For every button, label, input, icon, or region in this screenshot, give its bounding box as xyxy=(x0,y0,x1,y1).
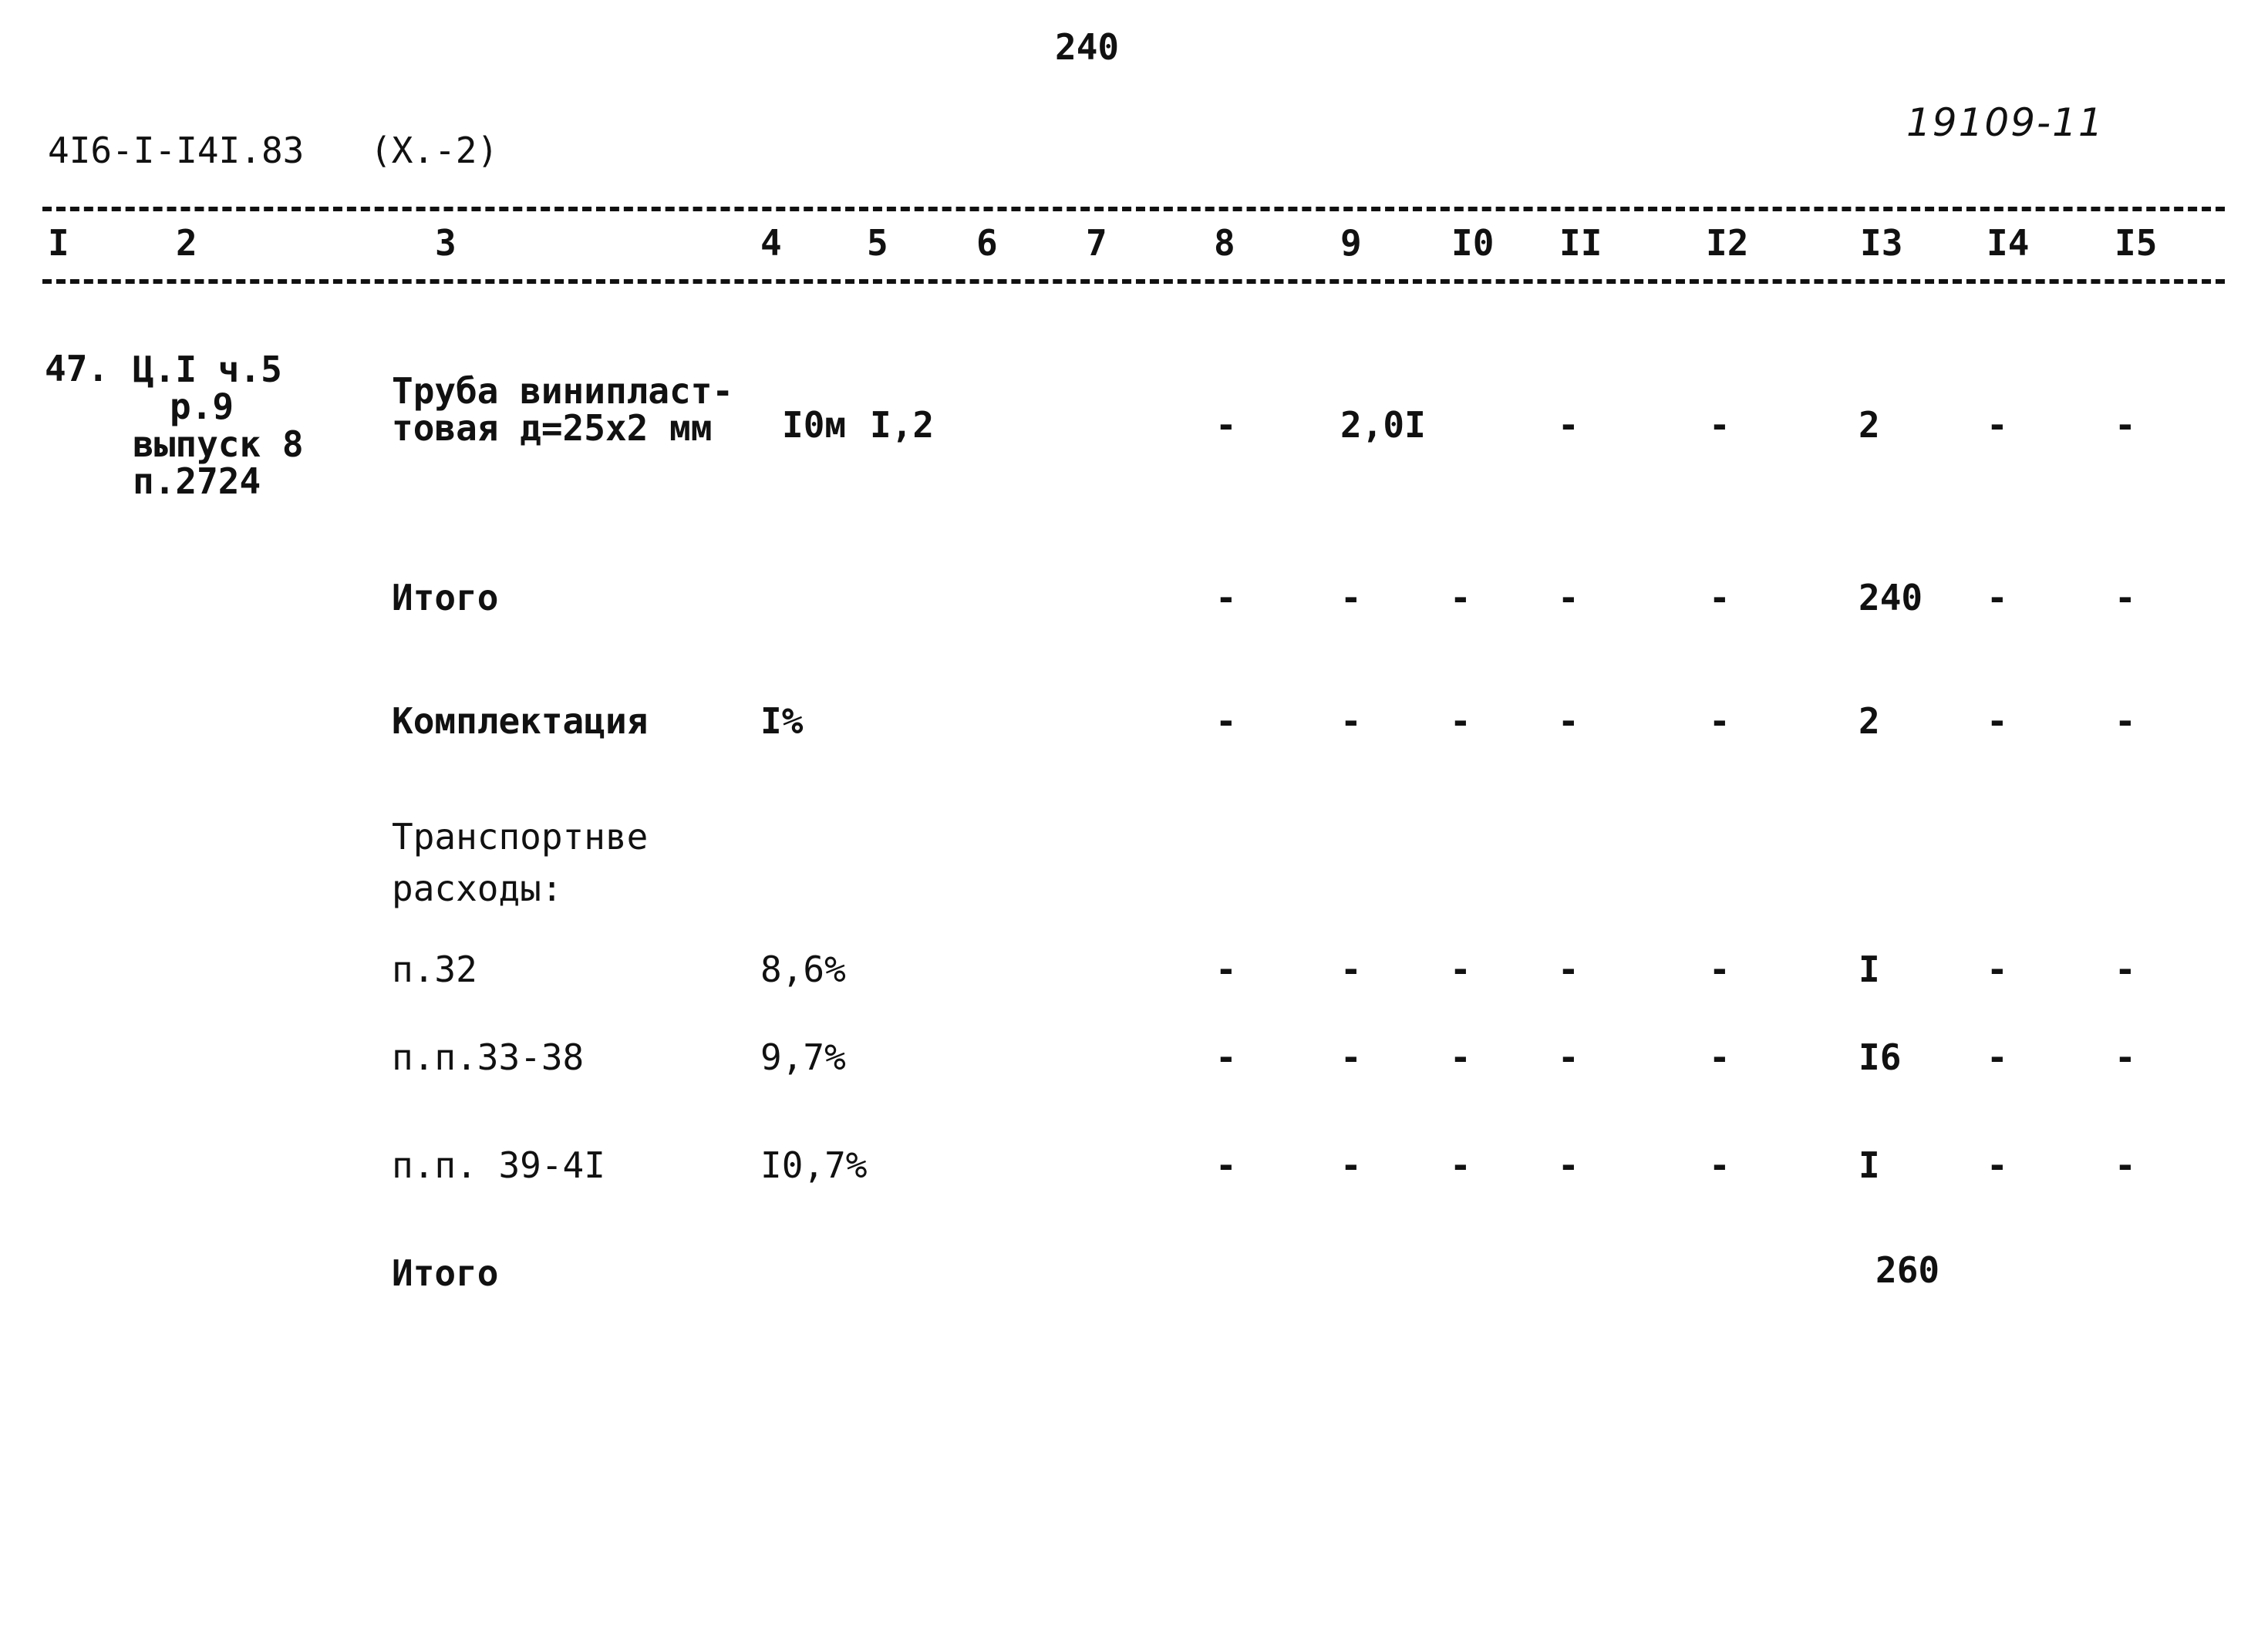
item-col12: - xyxy=(1709,404,1730,446)
item-name xyxy=(392,370,734,450)
column-header-15: I5 xyxy=(2115,222,2158,264)
total-label: Итого xyxy=(392,1252,499,1294)
row-col13: 240 xyxy=(1859,577,1923,618)
item-source-line: р.9 xyxy=(170,386,234,428)
row-col14: - xyxy=(1987,700,2008,742)
row-col14: - xyxy=(1987,1144,2008,1186)
row-col15: - xyxy=(2115,1036,2136,1078)
column-header-2: 2 xyxy=(176,222,197,264)
row-col15: - xyxy=(2115,700,2136,742)
transport-heading-line: Транспортнве xyxy=(392,816,649,858)
row-col11: - xyxy=(1558,949,1579,990)
document-variant: (X.-2) xyxy=(370,130,499,171)
column-header-9: 9 xyxy=(1340,222,1362,264)
row-label: Итого xyxy=(392,577,499,618)
row-col13: I xyxy=(1859,1144,1880,1186)
row-col15: - xyxy=(2115,577,2136,618)
row-col14: - xyxy=(1987,1036,2008,1078)
item-name-line: товая д=25х2 мм xyxy=(392,407,713,450)
transport-costs-heading xyxy=(392,811,648,914)
item-col9: 2,0I xyxy=(1340,404,1426,446)
header-bottom-rule xyxy=(42,279,2225,284)
row-col9: - xyxy=(1340,700,1362,742)
column-header-11: II xyxy=(1559,222,1602,264)
column-header-7: 7 xyxy=(1086,222,1107,264)
row-col8: - xyxy=(1215,949,1237,990)
column-header-13: I3 xyxy=(1860,222,1903,264)
column-header-4: 4 xyxy=(760,222,782,264)
header-top-rule xyxy=(42,207,2225,211)
item-col13: 2 xyxy=(1859,404,1880,446)
item-source-line: Ц.I ч.5 xyxy=(133,349,282,390)
column-header-3: 3 xyxy=(435,222,457,264)
row-col10: - xyxy=(1450,700,1471,742)
item-col8: - xyxy=(1215,404,1237,446)
item-col11: - xyxy=(1558,404,1579,446)
row-col11: - xyxy=(1558,1144,1579,1186)
row-col12: - xyxy=(1709,1144,1730,1186)
row-col10: - xyxy=(1450,1036,1471,1078)
row-col12: - xyxy=(1709,949,1730,990)
column-header-14: I4 xyxy=(1987,222,2030,264)
row-rate: I0,7% xyxy=(760,1144,868,1186)
document-code: 4I6-I-I4I.83 xyxy=(48,130,305,171)
column-header-6: 6 xyxy=(976,222,998,264)
row-col8: - xyxy=(1215,577,1237,618)
item-source-reference xyxy=(133,351,304,500)
row-col14: - xyxy=(1987,949,2008,990)
row-col9: - xyxy=(1340,949,1362,990)
row-rate: 8,6% xyxy=(760,949,846,990)
row-col10: - xyxy=(1450,577,1471,618)
row-col13: I6 xyxy=(1859,1036,1902,1078)
row-col8: - xyxy=(1215,700,1237,742)
row-col14: - xyxy=(1987,577,2008,618)
row-col10: - xyxy=(1450,1144,1471,1186)
row-rate: I% xyxy=(760,700,804,742)
row-col12: - xyxy=(1709,700,1730,742)
column-header-1: I xyxy=(48,222,69,264)
row-label: п.п. 39-4I xyxy=(392,1144,605,1186)
row-col15: - xyxy=(2115,949,2136,990)
row-col15: - xyxy=(2115,1144,2136,1186)
row-col12: - xyxy=(1709,1036,1730,1078)
page-number: 240 xyxy=(1055,26,1120,68)
item-number: 47. xyxy=(45,348,110,389)
row-col8: - xyxy=(1215,1036,1237,1078)
transport-heading-line: расходы: xyxy=(392,867,563,909)
item-col15: - xyxy=(2115,404,2136,446)
row-col13: I xyxy=(1859,949,1880,990)
row-label: п.п.33-38 xyxy=(392,1036,585,1078)
column-header-8: 8 xyxy=(1214,222,1235,264)
column-header-10: I0 xyxy=(1451,222,1495,264)
row-col11: - xyxy=(1558,700,1579,742)
row-col9: - xyxy=(1340,1144,1362,1186)
item-source-line: п.2724 xyxy=(133,460,261,502)
item-source-line: выпуск 8 xyxy=(133,423,304,465)
item-col14: - xyxy=(1987,404,2008,446)
item-name-line: Труба винипласт- xyxy=(392,370,734,412)
row-col9: - xyxy=(1340,1036,1362,1078)
row-col13: 2 xyxy=(1859,700,1880,742)
row-col11: - xyxy=(1558,577,1579,618)
row-col10: - xyxy=(1450,949,1471,990)
row-label: Комплектация xyxy=(392,700,649,742)
row-col12: - xyxy=(1709,577,1730,618)
item-unit: I0м xyxy=(782,404,847,446)
column-header-5: 5 xyxy=(867,222,888,264)
row-label: п.32 xyxy=(392,949,477,990)
total-value: 260 xyxy=(1875,1249,1940,1291)
row-col8: - xyxy=(1215,1144,1237,1186)
handwritten-stamp: 19109-11 xyxy=(1906,100,2105,145)
row-col9: - xyxy=(1340,577,1362,618)
row-col11: - xyxy=(1558,1036,1579,1078)
column-header-12: I2 xyxy=(1706,222,1749,264)
row-rate: 9,7% xyxy=(760,1036,846,1078)
item-quantity: I,2 xyxy=(870,404,935,446)
